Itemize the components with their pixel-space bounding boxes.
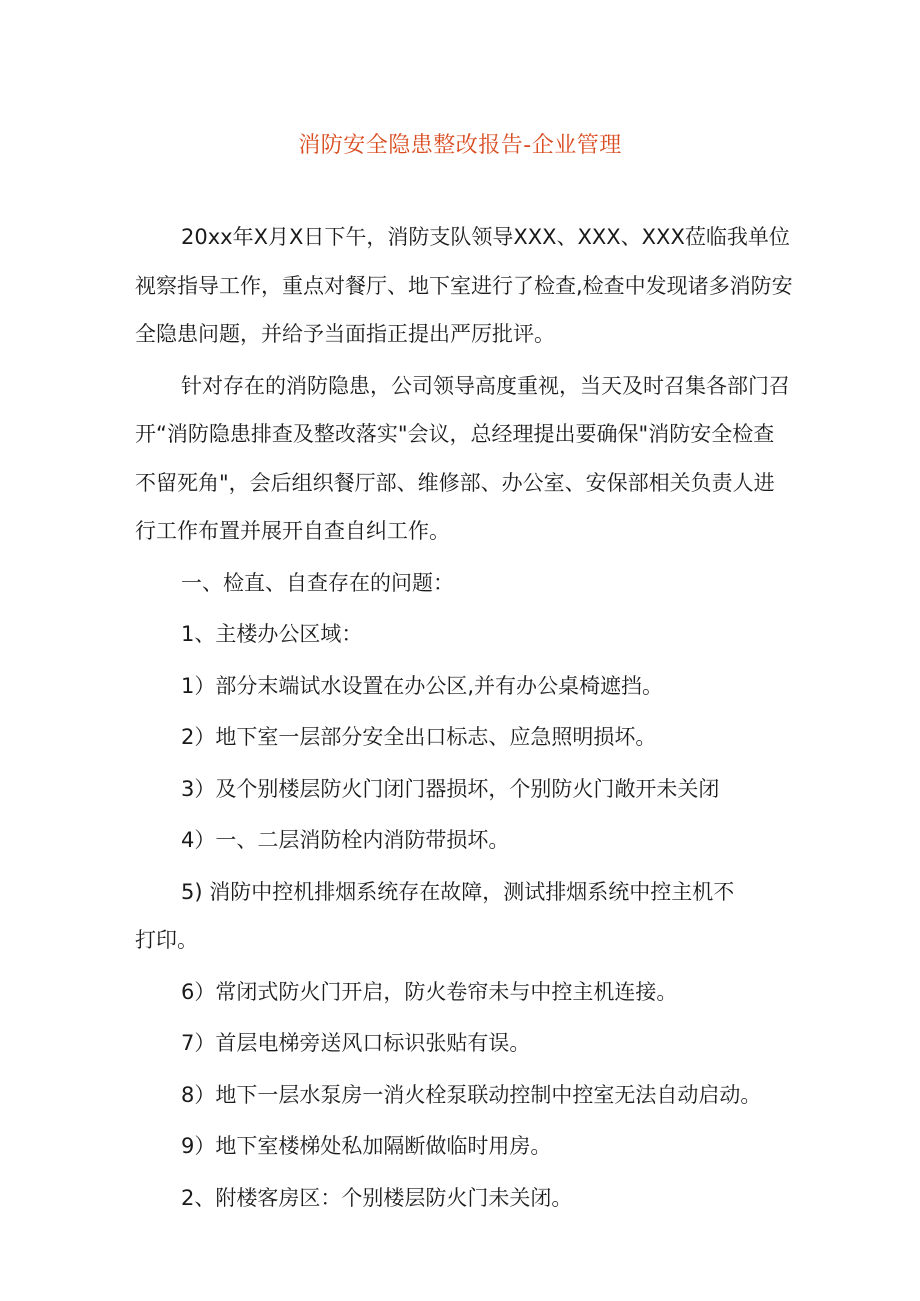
list-item: 2）地下室一层部分安全出口标志、应急照明损坏。	[181, 725, 657, 749]
list-item: 5) 消防中控机排烟系统存在故障，测试排烟系统中控主机不	[181, 879, 735, 904]
paragraph-intro: 20xx年X月X日下午，消防支队领导XXX、XXX、XXX莅临我单位视察指导工作，重点对餐厅、地下室进行了检查,检查中发现诸多消防安全隐患问题，并给予当面指正提出严厉批评。	[135, 225, 793, 346]
list-item: 9）地下室楼梯处私加隔断做临时用房。	[181, 1134, 552, 1158]
subsection-heading-annex-rooms: 2、附楼客房区：个别楼层防火门未关闭。	[181, 1185, 573, 1210]
document-title: 消防安全隐患整改报告-企业管理	[298, 133, 622, 158]
list-item: 6）常闭式防火门开启，防火卷帘未与中控主机连接。	[181, 979, 678, 1004]
list-item: 8）地下一层水泵房一消火栓泵联动控制中控室无法自动启动。	[181, 1082, 762, 1107]
document-body	[135, 213, 795, 1222]
list-item: 4）一、二层消防栓内消防带损坏。	[181, 828, 510, 852]
paragraph-response: 针对存在的消防隐患，公司领导高度重视，当天及时召集各部门召开“消防隐患排查及整改落实"会议，总经理提出要确保"消防安全检查不留死角"，会后组织餐厅部、维修部、办公室、安保部相关负责人进行工作布置并展开自查自纠工作。	[135, 373, 790, 543]
list-item: 3）及个别楼层防火门闭门器损坏，个别防火门敞开未关闭	[181, 776, 720, 801]
subsection-heading-main-building: 1、主楼办公区域：	[181, 622, 363, 646]
list-item: 1）部分末端试水设置在办公区,并有办公桌椅遮挡。	[181, 673, 664, 698]
section-heading-problems: 一、检直、自查存在的问题：	[181, 570, 454, 595]
list-item-continuation: 打印。	[135, 928, 198, 952]
list-item: 7）首层电梯旁送风口标识张贴有误。	[181, 1031, 531, 1055]
